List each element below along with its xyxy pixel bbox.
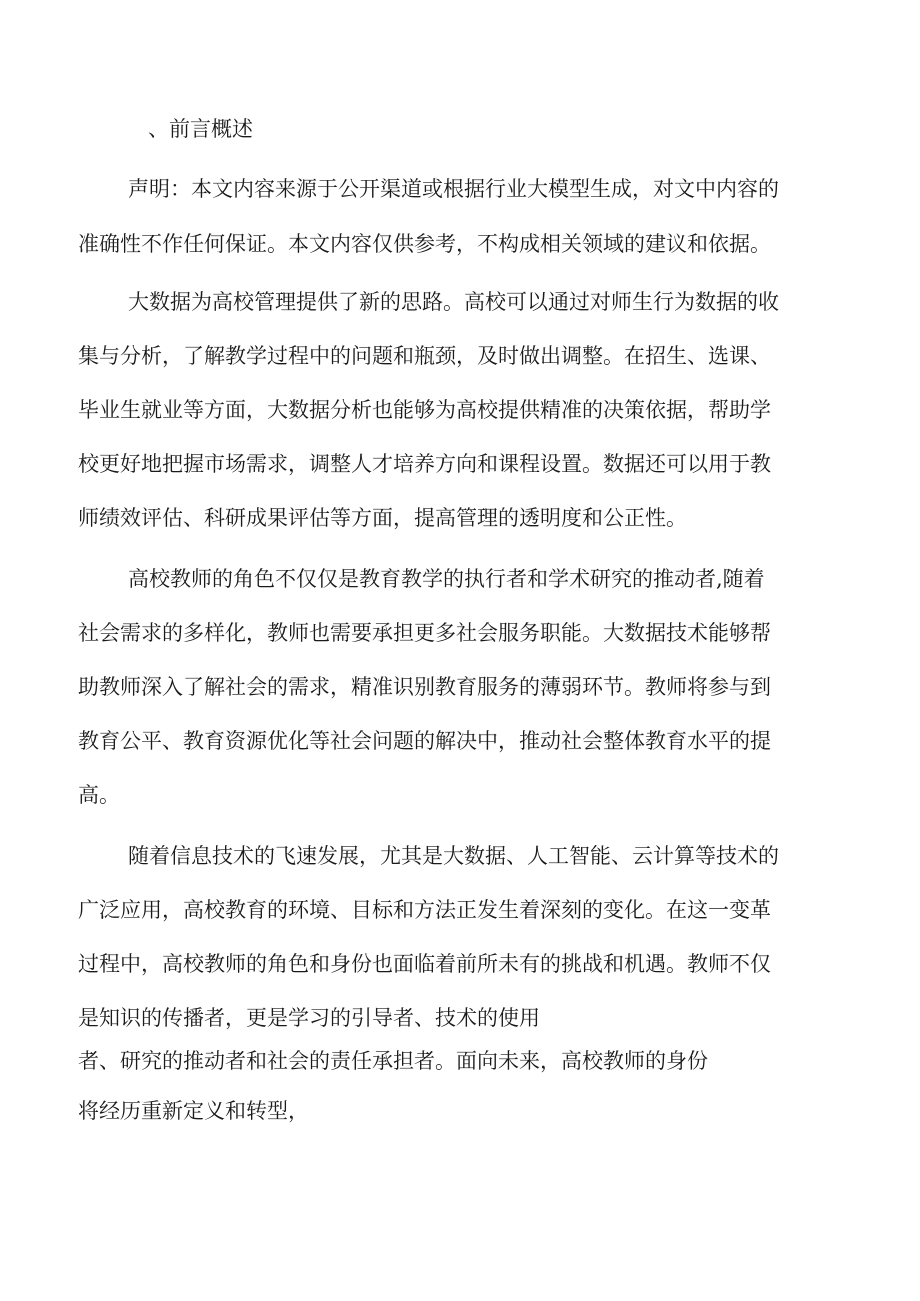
paragraph-2-line-3: 毕业生就业等方面，大数据分析也能够为高校提供精准的决策依据，帮助学 — [78, 398, 771, 422]
paragraph-1-line-1: 声明：本文内容来源于公开渠道或根据行业大模型生成，对文中内容的 — [128, 177, 779, 201]
paragraph-4-line-1: 随着信息技术的飞速发展，尤其是大数据、人工智能、云计算等技术的 — [128, 844, 779, 868]
paragraph-4-line-2: 广泛应用，高校教育的环境、目标和方法正发生着深刻的变化。在这一变革 — [78, 898, 771, 922]
paragraph-3-line-3: 助教师深入了解社会的需求，精准识别教育服务的薄弱环节。教师将参与到 — [78, 675, 771, 699]
paragraph-4-line-4: 是知识的传播者，更是学习的引导者、技术的使用 — [78, 1006, 540, 1030]
paragraph-2-line-2: 集与分析，了解教学过程中的问题和瓶颈，及时做出调整。在招生、选课、 — [78, 344, 771, 368]
paragraph-2-line-1: 大数据为高校管理提供了新的思路。高校可以通过对师生行为数据的收 — [128, 290, 779, 314]
paragraph-1-line-2: 准确性不作任何保证。本文内容仅供参考，不构成相关领域的建议和依据。 — [78, 232, 771, 256]
paragraph-3-line-1: 高校教师的角色不仅仅是教育教学的执行者和学术研究的推动者,随着 — [128, 567, 765, 591]
paragraph-4-line-5: 者、研究的推动者和社会的责任承担者。面向未来，高校教师的身份 — [78, 1049, 708, 1073]
section-heading: 、前言概述 — [148, 117, 253, 141]
paragraph-2-line-5: 师绩效评估、科研成果评估等方面，提高管理的透明度和公正性。 — [78, 506, 687, 530]
paragraph-3-line-5: 高。 — [78, 783, 120, 807]
paragraph-3-line-2: 社会需求的多样化，教师也需要承担更多社会服务职能。大数据技术能够帮 — [78, 621, 771, 645]
paragraph-4-line-6: 将经历重新定义和转型， — [78, 1099, 309, 1123]
paragraph-3-line-4: 教育公平、教育资源优化等社会问题的解决中，推动社会整体教育水平的提 — [78, 729, 771, 753]
paragraph-4-line-3: 过程中，高校教师的角色和身份也面临着前所未有的挑战和机遇。教师不仅 — [78, 952, 771, 976]
paragraph-2-line-4: 校更好地把握市场需求，调整人才培养方向和课程设置。数据还可以用于教 — [78, 452, 771, 476]
